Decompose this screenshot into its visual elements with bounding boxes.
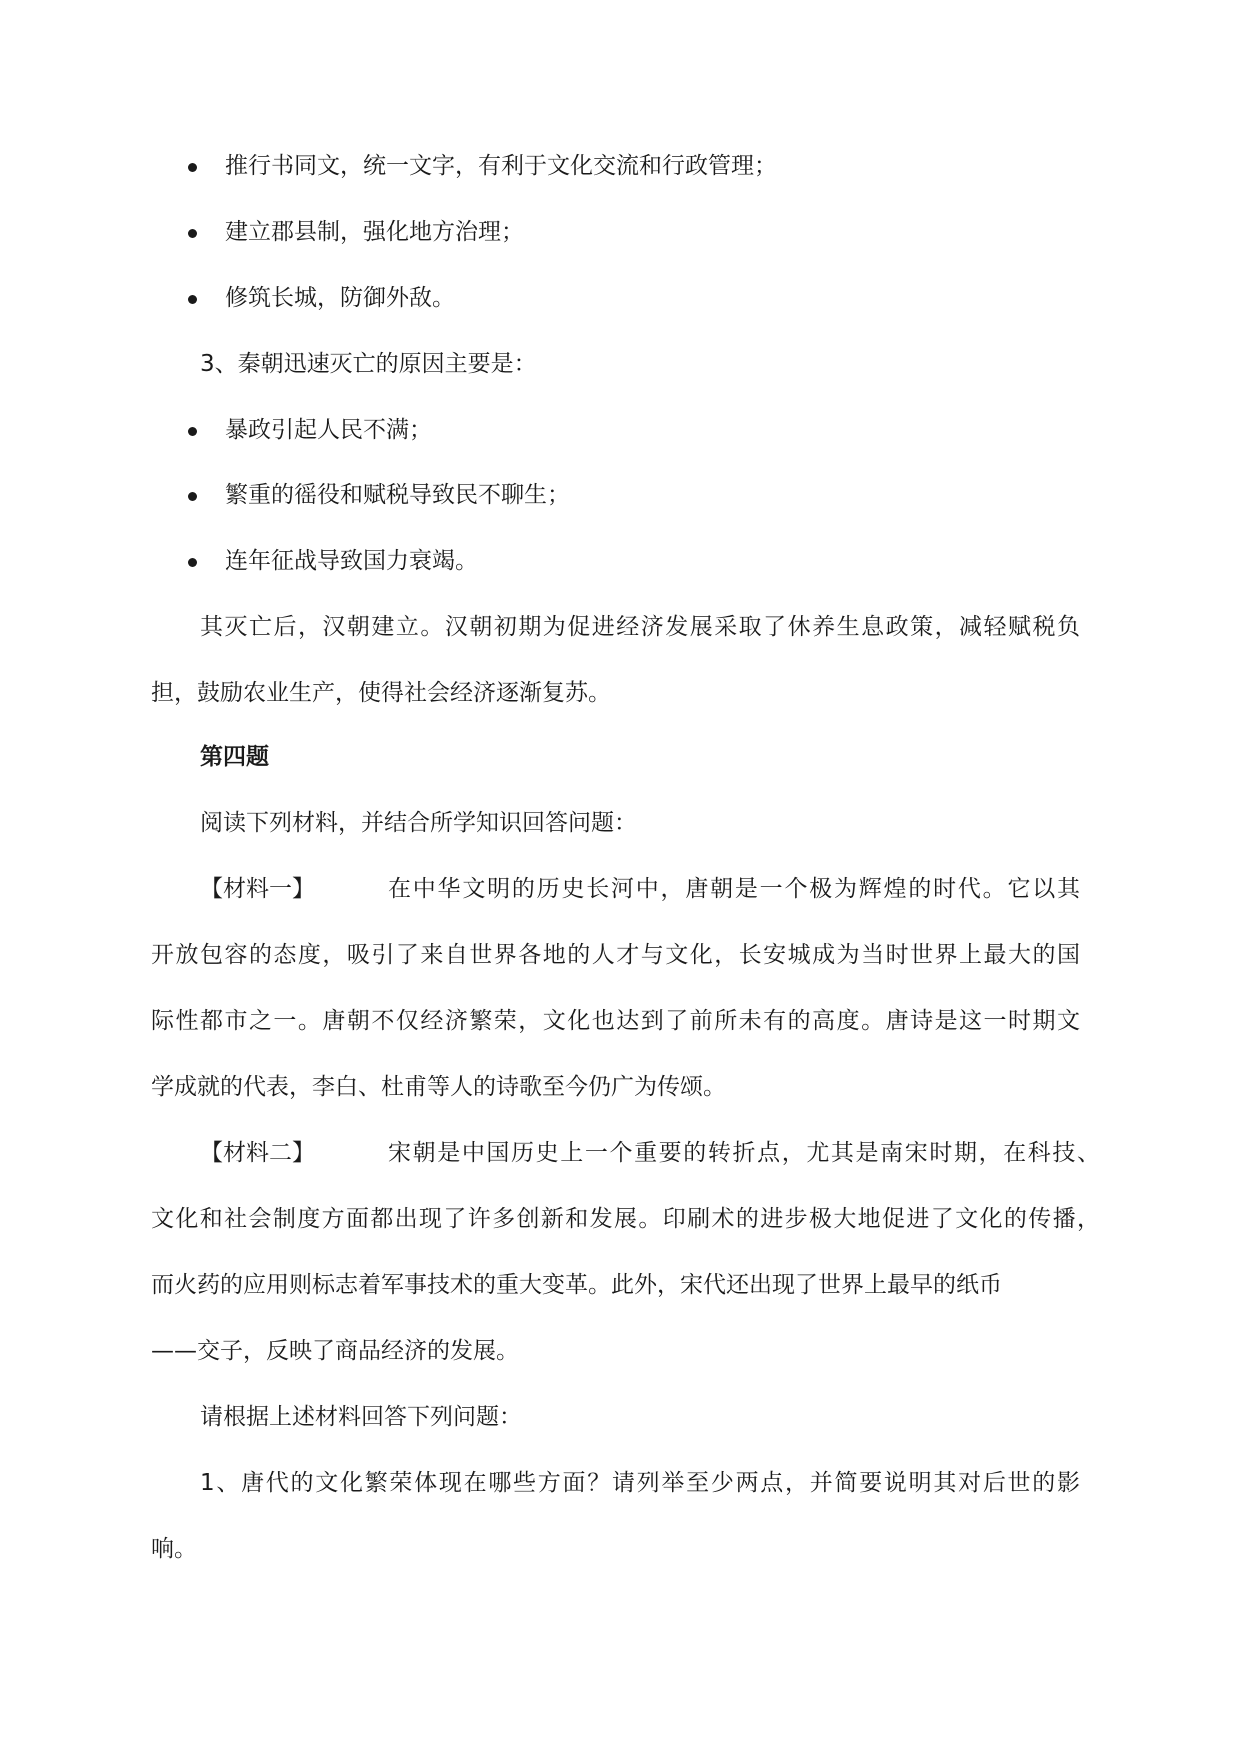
material-line: 学成就的代表，李白、杜甫等人的诗歌至今仍广为传颂。 <box>151 1074 726 1100</box>
section-heading: 第四题 <box>200 744 269 770</box>
paragraph-line: 其灭亡后，汉朝建立。汉朝初期为促进经济发展采取了休养生息政策，减轻赋税负 <box>200 614 1080 640</box>
material-line: 际性都市之一。唐朝不仅经济繁荣，文化也达到了前所未有的高度。唐诗是这一时期文 <box>151 1008 1080 1034</box>
bullet-icon <box>188 558 197 567</box>
bullet-icon <box>188 229 197 238</box>
bullet-icon <box>188 163 197 172</box>
instruction-text: 阅读下列材料，并结合所学知识回答问题： <box>200 810 637 836</box>
material-line: 而火药的应用则标志着军事技术的重大变革。此外，宋代还出现了世界上最早的纸币 <box>151 1272 1002 1298</box>
material-line: 文化和社会制度方面都出现了许多创新和发展。印刷术的进步极大地促进了文化的传播， <box>151 1206 1100 1232</box>
bullet-item: 暴政引起人民不满； <box>225 417 432 443</box>
question-line: 响。 <box>151 1536 197 1562</box>
material-line: ——交子，反映了商品经济的发展。 <box>151 1338 519 1364</box>
bullet-icon <box>188 427 197 436</box>
material-label: 【材料一】 <box>200 876 315 902</box>
bullet-item: 建立郡县制，强化地方治理； <box>225 219 524 245</box>
material-line: 开放包容的态度，吸引了来自世界各地的人才与文化，长安城成为当时世界上最大的国 <box>151 942 1080 968</box>
material-line: 在中华文明的历史长河中，唐朝是一个极为辉煌的时代。它以其 <box>388 876 1080 902</box>
bullet-icon <box>188 492 197 501</box>
bullet-item: 连年征战导致国力衰竭。 <box>225 548 478 574</box>
numbered-item: 3、秦朝迅速灭亡的原因主要是： <box>200 351 537 377</box>
paragraph-line: 担，鼓励农业生产，使得社会经济逐渐复苏。 <box>151 680 611 706</box>
bullet-item: 推行书同文，统一文字，有利于文化交流和行政管理； <box>225 153 777 179</box>
bullet-item: 修筑长城，防御外敌。 <box>225 285 455 311</box>
material-line: 宋朝是中国历史上一个重要的转折点，尤其是南宋时期，在科技、 <box>388 1140 1100 1166</box>
bullet-item: 繁重的徭役和赋税导致民不聊生； <box>225 482 570 508</box>
material-label: 【材料二】 <box>200 1140 315 1166</box>
bullet-icon <box>188 295 197 304</box>
question-intro: 请根据上述材料回答下列问题： <box>200 1404 522 1430</box>
question-line: 1、唐代的文化繁荣体现在哪些方面？请列举至少两点，并简要说明其对后世的影 <box>200 1470 1080 1496</box>
